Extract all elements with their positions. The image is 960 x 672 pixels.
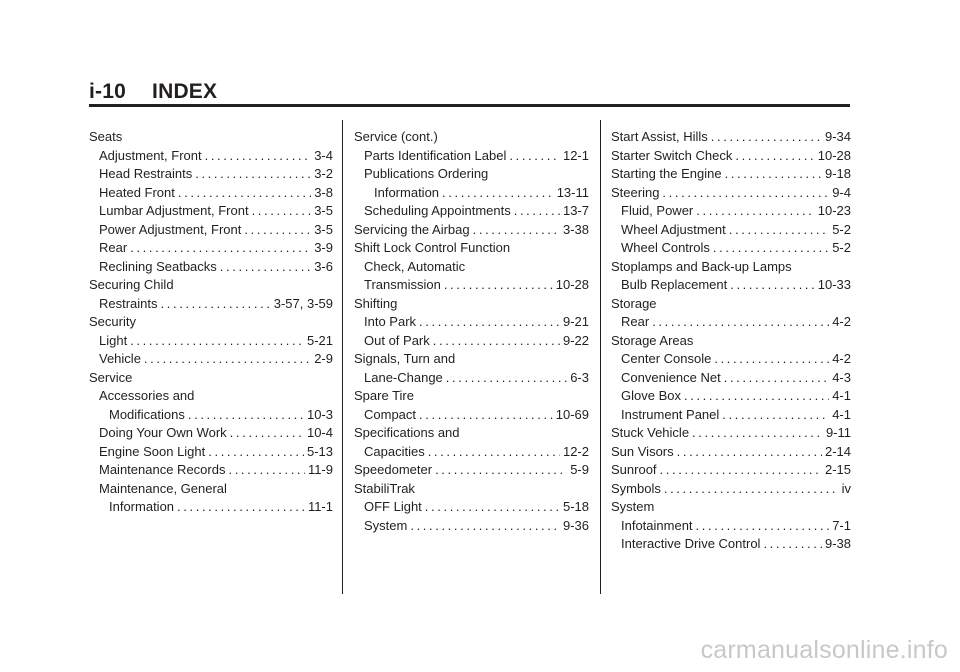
index-entry	[611, 221, 851, 240]
index-entry-label: Storage Areas	[611, 332, 694, 348]
index-entry-page: 5-9	[570, 462, 589, 477]
dot-leader	[252, 202, 312, 221]
dot-leader	[473, 221, 560, 240]
index-entry-label: Rear	[99, 240, 128, 255]
index-entry	[611, 443, 851, 462]
index-entry-page: 11-1	[307, 499, 333, 514]
index-entry-label: Compact	[364, 406, 417, 422]
dot-leader	[684, 387, 829, 406]
index-entry	[354, 276, 589, 295]
dot-leader	[208, 443, 304, 462]
dot-leader	[696, 202, 815, 221]
index-entry-label: Interactive Drive Control	[621, 536, 761, 551]
index-entry	[89, 350, 333, 369]
index-entry-page: 3-5	[314, 221, 333, 237]
index-entry-page: 3-9	[314, 240, 333, 255]
index-entry-page: 3-4	[314, 147, 333, 163]
index-entry-page: 6-3	[570, 369, 589, 385]
index-entry-label: Check, Automatic	[364, 258, 466, 274]
index-entry-page: 10-28	[817, 147, 851, 163]
dot-leader	[660, 461, 822, 480]
dot-leader	[435, 461, 567, 480]
index-entry-page: 4-1	[832, 406, 851, 422]
index-entry	[354, 369, 589, 388]
index-entry-page: 10-4	[306, 425, 333, 440]
dot-leader	[195, 165, 311, 184]
index-entry-page: 4-2	[832, 314, 851, 329]
dot-leader	[729, 221, 829, 240]
index-entry-label: Spare Tire	[354, 388, 414, 403]
index-entry-page: 12-2	[562, 443, 589, 459]
index-entry	[611, 147, 851, 166]
index-entry-page: 9-38	[824, 536, 851, 551]
index-entry-page: 5-2	[832, 221, 851, 237]
index-entry-label: Stoplamps and Back-up Lamps	[611, 258, 792, 274]
index-entry	[611, 276, 851, 295]
index-entry-label: Maintenance, General	[99, 480, 227, 496]
index-entry	[354, 332, 589, 351]
index-entry-page: 5-18	[562, 499, 589, 514]
dot-leader	[130, 239, 311, 258]
index-entry-label: Doing Your Own Work	[99, 425, 227, 440]
index-entry	[611, 239, 851, 258]
index-entry-label: Glove Box	[621, 388, 681, 403]
dot-leader	[425, 498, 560, 517]
index-entry	[89, 295, 333, 314]
index-entry-label: Symbols	[611, 480, 661, 496]
index-entry-label: Storage	[611, 295, 657, 311]
index-entry	[89, 406, 333, 425]
index-entry	[611, 535, 851, 554]
index-entry-label: Signals, Turn and	[354, 351, 456, 366]
page-number: i-10	[89, 80, 126, 103]
index-entry-label: Shifting	[354, 295, 398, 311]
index-entry	[611, 258, 851, 277]
index-entry-label: Shift Lock Control Function	[354, 240, 511, 255]
index-entry	[89, 424, 333, 443]
index-entry	[354, 517, 589, 536]
index-entry-label: Sun Visors	[611, 443, 674, 459]
index-entry	[611, 184, 851, 203]
dot-leader	[724, 369, 829, 388]
dot-leader	[130, 332, 304, 351]
index-entry-page: 2-14	[824, 443, 851, 459]
index-entry-label: Information	[374, 184, 440, 200]
dot-leader	[442, 184, 554, 203]
index-entry	[354, 128, 589, 147]
dot-leader	[177, 498, 305, 517]
index-entry-label: Securing Child	[89, 277, 174, 292]
index-entry	[354, 295, 589, 314]
index-entry-page: 9-34	[824, 129, 851, 144]
dot-leader	[714, 350, 829, 369]
index-entry-label: Adjustment, Front	[99, 147, 202, 163]
index-entry-label: Seats	[89, 129, 123, 144]
index-entry-label: Accessories and	[99, 388, 195, 403]
index-entry	[89, 276, 333, 295]
index-entry-page: 9-22	[562, 332, 589, 348]
dot-leader	[144, 350, 311, 369]
index-entry	[89, 443, 333, 462]
index-entry	[354, 406, 589, 425]
index-entry-page: 2-9	[314, 351, 333, 366]
dot-leader	[711, 128, 822, 147]
index-entry-page: 4-1	[832, 388, 851, 403]
dot-leader	[244, 221, 311, 240]
watermark: carmanualsonline.info	[700, 636, 948, 664]
index-entry-label: Lane-Change	[364, 369, 443, 385]
index-entry-label: Vehicle	[99, 351, 141, 366]
index-entry	[354, 258, 589, 277]
index-entry-page: 3-38	[562, 221, 589, 237]
column-divider	[342, 120, 343, 594]
index-entry-label: Service (cont.)	[354, 129, 438, 144]
index-entry	[354, 239, 589, 258]
index-entry-label: Rear	[621, 314, 650, 329]
index-entry	[89, 461, 333, 480]
index-entry-label: Steering	[611, 184, 660, 200]
dot-leader	[433, 332, 560, 351]
index-entry-page: 3-2	[314, 166, 333, 181]
index-entry-page: 12-1	[562, 147, 589, 163]
dot-leader	[735, 147, 814, 166]
column-divider	[600, 120, 601, 594]
index-entry-label: Head Restraints	[99, 166, 193, 181]
index-entry-label: Speedometer	[354, 462, 433, 477]
dot-leader	[696, 517, 830, 536]
index-entry-label: Wheel Controls	[621, 240, 710, 255]
index-entry-page: 3-8	[314, 184, 333, 200]
index-entry-label: Modifications	[109, 406, 185, 422]
index-entry-page: 9-21	[562, 314, 589, 329]
index-entry-page: 7-1	[832, 517, 851, 533]
index-entry	[354, 165, 589, 184]
index-entry	[89, 221, 333, 240]
index-entry-page: 10-23	[817, 203, 851, 218]
index-entry	[354, 443, 589, 462]
dot-leader	[188, 406, 304, 425]
index-entry	[611, 406, 851, 425]
dot-leader	[763, 535, 822, 554]
index-entry-label: Out of Park	[364, 332, 430, 348]
dot-leader	[205, 147, 312, 166]
dot-leader	[722, 406, 829, 425]
index-entry	[611, 387, 851, 406]
index-entry-label: Publications Ordering	[364, 166, 489, 181]
index-entry-page: 5-13	[306, 443, 333, 459]
index-entry-label: Scheduling Appointments	[364, 203, 511, 218]
index-entry-label: Power Adjustment, Front	[99, 221, 242, 237]
index-entry	[611, 332, 851, 351]
dot-leader	[725, 165, 822, 184]
index-entry-label: OFF Light	[364, 499, 422, 514]
index-entry-page: 4-2	[832, 351, 851, 366]
index-entry	[354, 202, 589, 221]
index-entry	[89, 369, 333, 388]
index-entry	[354, 221, 589, 240]
index-entry	[611, 498, 851, 517]
dot-leader	[713, 239, 829, 258]
index-entry-label: Starting the Engine	[611, 166, 722, 181]
dot-leader	[509, 147, 560, 166]
dot-leader	[419, 406, 553, 425]
index-entry-label: System	[364, 517, 408, 533]
index-entry	[89, 184, 333, 203]
index-entry	[611, 295, 851, 314]
index-entry	[354, 350, 589, 369]
dot-leader	[446, 369, 567, 388]
index-entry	[89, 498, 333, 517]
index-entry-label: Light	[99, 332, 128, 348]
dot-leader	[730, 276, 815, 295]
dot-leader	[692, 424, 823, 443]
index-entry-page: 3-5	[314, 203, 333, 218]
index-entry-label: Specifications and	[354, 425, 460, 440]
index-entry-label: Security	[89, 314, 136, 329]
index-entry-page: 10-3	[306, 406, 333, 422]
index-entry-label: Heated Front	[99, 184, 175, 200]
index-entry-label: Bulb Replacement	[621, 277, 728, 292]
index-entry-label: Sunroof	[611, 462, 657, 477]
index-entry-page: 11-9	[307, 462, 333, 477]
index-entry-label: Fluid, Power	[621, 203, 694, 218]
index-entry-label: Wheel Adjustment	[621, 221, 726, 237]
dot-leader	[428, 443, 560, 462]
index-entry	[354, 498, 589, 517]
index-entry-label: Into Park	[364, 314, 417, 329]
index-entry-page: 13-11	[556, 184, 589, 200]
index-entry	[89, 147, 333, 166]
dot-leader	[662, 184, 829, 203]
index-column-1	[89, 128, 333, 517]
index-entry-page: 10-28	[555, 277, 589, 292]
dot-leader	[220, 258, 311, 277]
dot-leader	[230, 424, 304, 443]
index-entry-page: 3-57, 3-59	[273, 295, 333, 311]
index-entry	[354, 387, 589, 406]
dot-leader	[228, 461, 304, 480]
index-entry	[89, 239, 333, 258]
index-entry	[611, 517, 851, 536]
index-entry-label: Start Assist, Hills	[611, 129, 708, 144]
dot-leader	[677, 443, 822, 462]
index-entry	[611, 369, 851, 388]
dot-leader	[410, 517, 560, 536]
index-entry	[89, 332, 333, 351]
index-entry	[611, 128, 851, 147]
index-entry-page: 5-21	[306, 332, 333, 348]
index-column-3	[611, 128, 851, 554]
page-header	[89, 80, 217, 104]
index-entry-label: Reclining Seatbacks	[99, 258, 217, 274]
index-entry-page: 10-33	[817, 277, 851, 292]
dot-leader	[419, 313, 560, 332]
index-entry	[89, 258, 333, 277]
index-entry-label: Information	[109, 499, 175, 514]
index-entry	[89, 387, 333, 406]
index-entry	[354, 147, 589, 166]
index-entry-page: 13-7	[562, 203, 589, 218]
index-entry	[89, 128, 333, 147]
index-entry-page: 9-4	[832, 184, 851, 200]
index-entry	[611, 165, 851, 184]
index-entry	[89, 202, 333, 221]
index-entry	[89, 313, 333, 332]
index-entry-label: Servicing the Airbag	[354, 221, 470, 237]
index-entry	[89, 165, 333, 184]
dot-leader	[178, 184, 311, 203]
index-entry-label: Parts Identification Label	[364, 147, 507, 163]
index-entry-label: Maintenance Records	[99, 462, 226, 477]
index-entry-page: 5-2	[832, 240, 851, 255]
index-entry	[611, 480, 851, 499]
index-entry-label: Convenience Net	[621, 369, 721, 385]
index-entry-label: Center Console	[621, 351, 712, 366]
dot-leader	[514, 202, 560, 221]
dot-leader	[161, 295, 271, 314]
index-entry-label: StabiliTrak	[354, 480, 415, 496]
index-entry-page: 3-6	[314, 258, 333, 274]
index-entry-page: 2-15	[824, 462, 851, 477]
index-entry-page: 9-36	[562, 517, 589, 533]
index-entry-label: System	[611, 499, 655, 514]
index-entry	[354, 313, 589, 332]
index-entry-label: Starter Switch Check	[611, 147, 733, 163]
index-entry-page: iv	[841, 480, 851, 496]
index-entry	[354, 184, 589, 203]
index-entry-label: Engine Soon Light	[99, 443, 206, 459]
index-entry	[611, 350, 851, 369]
index-entry	[354, 480, 589, 499]
index-entry-page: 10-69	[555, 406, 589, 422]
index-entry	[611, 313, 851, 332]
dot-leader	[444, 276, 553, 295]
dot-leader	[652, 313, 829, 332]
index-entry-page: 4-3	[832, 369, 851, 385]
dot-leader	[664, 480, 839, 499]
index-entry	[611, 424, 851, 443]
index-entry-label: Lumbar Adjustment, Front	[99, 203, 249, 218]
index-column-2	[354, 128, 589, 535]
index-entry-label: Service	[89, 369, 133, 385]
index-entry-label: Capacities	[364, 443, 425, 459]
header-rule	[89, 104, 850, 107]
index-entry-label: Instrument Panel	[621, 406, 720, 422]
index-entry-label: Restraints	[99, 295, 158, 311]
index-entry-page: 9-11	[825, 425, 851, 440]
index-entry	[89, 480, 333, 499]
index-entry	[354, 461, 589, 480]
index-entry-label: Infotainment	[621, 517, 693, 533]
index-entry-label: Transmission	[364, 277, 441, 292]
index-entry	[611, 202, 851, 221]
index-entry	[354, 424, 589, 443]
index-entry-label: Stuck Vehicle	[611, 425, 690, 440]
index-entry-page: 9-18	[824, 166, 851, 181]
index-entry	[611, 461, 851, 480]
page-title: INDEX	[152, 80, 218, 103]
